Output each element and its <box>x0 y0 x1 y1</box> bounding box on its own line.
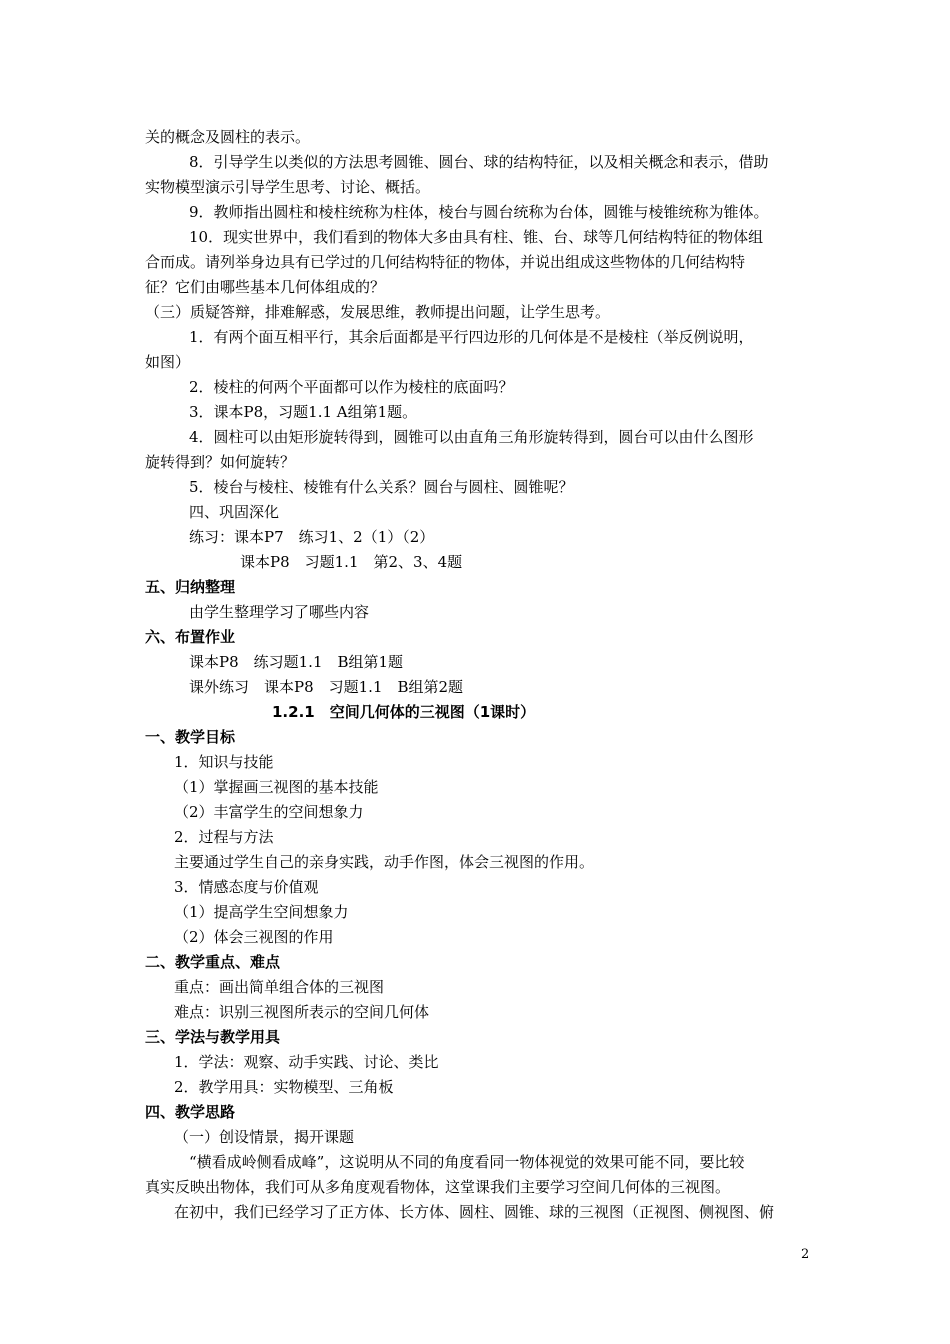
text-line: 5．棱台与棱柱、棱锥有什么关系？圆台与圆柱、圆锥呢？ <box>189 478 574 496</box>
lesson-title: 1.2.1 空间几何体的三视图（1课时） <box>272 703 536 721</box>
text-line: 旋转得到？如何旋转？ <box>145 453 296 471</box>
subsection-heading: 四、巩固深化 <box>189 503 280 521</box>
text-line: 3．课本P8，习题1.1 A组第1题。 <box>189 403 418 421</box>
text-line: 2．棱柱的何两个平面都可以作为棱柱的底面吗？ <box>189 378 514 396</box>
text-line: “横看成岭侧看成峰”，这说明从不同的角度看同一物体视觉的效果可能不同，要比较 <box>189 1153 745 1171</box>
text-line: 练习：课本P7 练习1、2（1）（2） <box>189 528 435 546</box>
text-line: 在初中，我们已经学习了正方体、长方体、圆柱、圆锥、球的三视图（正视图、侧视图、俯 <box>174 1203 775 1221</box>
text-line: 3．情感态度与价值观 <box>174 878 319 896</box>
text-line: 9．教师指出圆柱和棱柱统称为柱体，棱台与圆台统称为台体，圆锥与棱锥统称为锥体。 <box>189 203 769 221</box>
text-line: 2．过程与方法 <box>174 828 274 846</box>
page-number: 2 <box>801 1247 810 1262</box>
section-heading: 六、布置作业 <box>145 628 236 646</box>
text-line: 合而成。请列举身边具有已学过的几何结构特征的物体，并说出组成这些物体的几何结构特 <box>145 253 746 271</box>
text-line: 课本P8 习题1.1 第2、3、4题 <box>240 553 463 571</box>
text-line: 2．教学用具：实物模型、三角板 <box>174 1078 394 1096</box>
text-line: （2）体会三视图的作用 <box>174 928 334 946</box>
section-heading: 五、归纳整理 <box>145 578 236 596</box>
text-line: 由学生整理学习了哪些内容 <box>189 603 370 621</box>
text-line: （1）提高学生空间想象力 <box>174 903 349 921</box>
text-line: （2）丰富学生的空间想象力 <box>174 803 364 821</box>
text-line: 4．圆柱可以由矩形旋转得到，圆锥可以由直角三角形旋转得到，圆台可以由什么图形 <box>189 428 754 446</box>
section-heading: 三、学法与教学用具 <box>145 1028 281 1046</box>
text-line: 真实反映出物体，我们可从多角度观看物体，这堂课我们主要学习空间几何体的三视图。 <box>145 1178 731 1196</box>
text-line: 征？它们由哪些基本几何体组成的？ <box>145 278 386 296</box>
text-line: 如图） <box>145 353 191 371</box>
text-line: 重点：画出简单组合体的三视图 <box>174 978 385 996</box>
section-heading: 一、教学目标 <box>145 728 236 746</box>
section-heading: （三）质疑答辩，排难解惑，发展思维，教师提出问题，让学生思考。 <box>145 303 611 321</box>
text-line: 1．学法：观察、动手实践、讨论、类比 <box>174 1053 439 1071</box>
text-line: （一）创设情景，揭开课题 <box>174 1128 355 1146</box>
text-line: 主要通过学生自己的亲身实践，动手作图，体会三视图的作用。 <box>174 853 595 871</box>
text-line: 1．有两个面互相平行，其余后面都是平行四边形的几何体是不是棱柱（举反例说明， <box>189 328 754 346</box>
text-line: （1）掌握画三视图的基本技能 <box>174 778 379 796</box>
text-line: 8．引导学生以类似的方法思考圆锥、圆台、球的结构特征，以及相关概念和表示，借助 <box>189 153 769 171</box>
text-line: 关的概念及圆柱的表示。 <box>145 128 311 146</box>
text-line: 课本P8 练习题1.1 B组第1题 <box>189 653 404 671</box>
section-heading: 二、教学重点、难点 <box>145 953 281 971</box>
section-heading: 四、教学思路 <box>145 1103 236 1121</box>
text-line: 10．现实世界中，我们看到的物体大多由具有柱、锥、台、球等几何结构特征的物体组 <box>189 228 764 246</box>
text-line: 1．知识与技能 <box>174 753 274 771</box>
text-line: 实物模型演示引导学生思考、讨论、概括。 <box>145 178 431 196</box>
text-line: 难点：识别三视图所表示的空间几何体 <box>174 1003 430 1021</box>
text-line: 课外练习 课本P8 习题1.1 B组第2题 <box>189 678 464 696</box>
